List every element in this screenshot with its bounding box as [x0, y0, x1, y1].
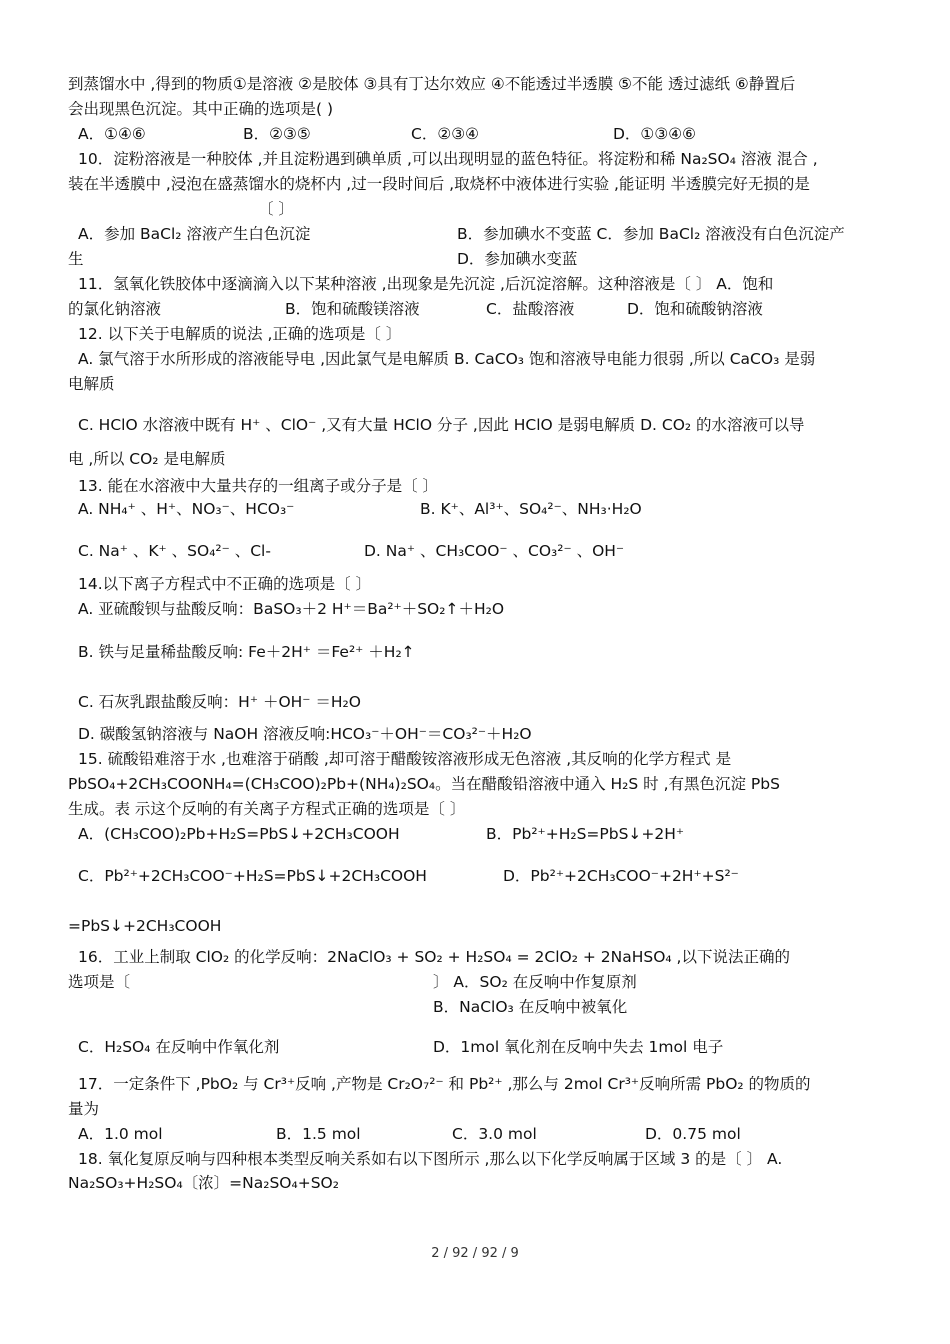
question-16: 16．工业上制取 ClO₂ 的化学反响：2NaClO₃ + SO₂ + H₂SO₄ = 2ClO₂ + 2NaHSO₄ ,以下说法正确的 — [78, 948, 790, 966]
text-line: 电 ,所以 CO₂ 是电解质 — [68, 450, 226, 468]
question-11: 11．氢氧化铁胶体中逐滴滴入以下某种溶液 ,出现象是先沉淀 ,后沉淀溶解。这种溶液是〔 〕 A．饱和 — [78, 275, 774, 293]
option-d: D．1mol 氧化剂在反响中失去 1mol 电子 — [433, 1038, 724, 1056]
option-a: A．①④⑥ — [78, 125, 146, 143]
text-line: 电解质 — [68, 375, 115, 393]
option-b: B. 铁与足量稀盐酸反响: Fe＋2H⁺ ＝Fe²⁺ ＋H₂↑ — [78, 643, 415, 661]
page-footer: 2 / 92 / 92 / 9 — [431, 1246, 519, 1261]
option-d: D．参加碘水变蓝 — [457, 250, 578, 268]
option-b: B．饱和硫酸镁溶液 — [285, 300, 420, 318]
option-d: D. Na⁺ 、CH₃COO⁻ 、CO₃²⁻ 、OH⁻ — [364, 542, 625, 560]
text-line: 到蒸馏水中 ,得到的物质①是溶液 ②是胶体 ③具有丁达尔效应 ④不能透过半透膜 ⑤不能 透过滤纸 ⑥静置后 — [68, 75, 796, 93]
option-c: C. HClO 水溶液中既有 H⁺ 、ClO⁻ ,又有大量 HClO 分子 ,因此 HClO 是弱电解质 D. CO₂ 的水溶液可以导 — [78, 416, 805, 434]
option-b: B．NaClO₃ 在反响中被氧化 — [433, 998, 628, 1016]
question-10: 10．淀粉溶液是一种胶体 ,并且淀粉遇到碘单质 ,可以出现明显的蓝色特征。将淀粉和稀 Na₂SO₄ 溶液 混合 , — [78, 150, 818, 168]
option-b: B．参加碘水不变蓝 C．参加 BaCl₂ 溶液没有白色沉淀产 — [457, 225, 845, 243]
option-d: D．饱和硫酸钠溶液 — [627, 300, 763, 318]
option-a: 的氯化钠溶液 — [68, 300, 162, 318]
text-line: Na₂SO₃+H₂SO₄〔浓〕=Na₂SO₄+SO₂ — [68, 1174, 339, 1192]
option-a: A. NH₄⁺ 、H⁺、NO₃⁻、HCO₃⁻ — [78, 500, 295, 518]
option-b: B．Pb²⁺+H₂S=PbS↓+2H⁺ — [486, 825, 685, 843]
option-a: A. 亚硫酸钡与盐酸反响：BaSO₃＋2 H⁺＝Ba²⁺＋SO₂↑＋H₂O — [78, 600, 505, 618]
text-line: 装在半透膜中 ,浸泡在盛蒸馏水的烧杯内 ,过一段时间后 ,取烧杯中液体进行实验 ,能证明 半透膜完好无损的是 — [68, 175, 810, 193]
option-a: A．(CH₃COO)₂Pb+H₂S=PbS↓+2CH₃COOH — [78, 825, 400, 843]
question-13: 13. 能在水溶液中大量共存的一组离子或分子是〔 〕 — [78, 477, 439, 495]
text-line: 选项是〔 — [68, 973, 131, 991]
option-c: C. Na⁺ 、K⁺ 、SO₄²⁻ 、Cl- — [78, 542, 271, 560]
option-d: D．①③④⑥ — [613, 125, 697, 143]
option-a: A. 氯气溶于水所形成的溶液能导电 ,因此氯气是电解质 B. CaCO₃ 饱和溶液导电能力很弱 ,所以 CaCO₃ 是弱 — [78, 350, 816, 368]
option-a: A．参加 BaCl₂ 溶液产生白色沉淀 — [78, 225, 311, 243]
answer-bracket: 〔 〕 — [258, 200, 294, 218]
option-b: B．②③⑤ — [243, 125, 311, 143]
option-c: C．盐酸溶液 — [486, 300, 575, 318]
option-b: B. K⁺、Al³⁺、SO₄²⁻、NH₃·H₂O — [420, 500, 642, 518]
option-b: B．1.5 mol — [276, 1125, 361, 1143]
option-d: D. 碳酸氢钠溶液与 NaOH 溶液反响:HCO₃⁻＋OH⁻＝CO₃²⁻＋H₂O — [78, 725, 532, 743]
option-a: 〕 A．SO₂ 在反响中作复原剂 — [433, 973, 637, 991]
text-line: 量为 — [68, 1100, 100, 1118]
question-14: 14.以下离子方程式中不正确的选项是〔 〕 — [78, 575, 372, 593]
text-line: PbSO₄+2CH₃COONH₄=(CH₃COO)₂Pb+(NH₄)₂SO₄。当在醋酸铅溶液中通入 H₂S 时 ,有黑色沉淀 PbS — [68, 775, 780, 793]
question-18: 18. 氧化复原反响与四种根本类型反响关系如右以下图所示 ,那么以下化学反响属于区域 3 的是〔 〕 A. — [78, 1150, 783, 1168]
text-line: 生成。表 示这个反响的有关离子方程式正确的选项是〔 〕 — [68, 800, 466, 818]
option-c: C. 石灰乳跟盐酸反响：H⁺ ＋OH⁻ ＝H₂O — [78, 693, 361, 711]
option-a: A．1.0 mol — [78, 1125, 163, 1143]
option-c: C．Pb²⁺+2CH₃COO⁻+H₂S=PbS↓+2CH₃COOH — [78, 867, 427, 885]
question-15: 15. 硫酸铅难溶于水 ,也难溶于硝酸 ,却可溶于醋酸铵溶液形成无色溶液 ,其反响的化学方程式 是 — [78, 750, 732, 768]
option-c: C．②③④ — [411, 125, 480, 143]
text-line: 生 — [68, 250, 84, 268]
option-c: C．H₂SO₄ 在反响中作氧化剂 — [78, 1038, 280, 1056]
question-12: 12. 以下关于电解质的说法 ,正确的选项是〔 〕 — [78, 325, 402, 343]
option-d: D．0.75 mol — [645, 1125, 741, 1143]
text-line: =PbS↓+2CH₃COOH — [68, 917, 222, 935]
option-d: D．Pb²⁺+2CH₃COO⁻+2H⁺+S²⁻ — [503, 867, 739, 885]
text-line: 会出现黑色沉淀。其中正确的选项是( ) — [68, 100, 334, 118]
question-17: 17．一定条件下 ,PbO₂ 与 Cr³⁺反响 ,产物是 Cr₂O₇²⁻ 和 Pb²⁺ ,那么与 2mol Cr³⁺反响所需 PbO₂ 的物质的 — [78, 1075, 811, 1093]
option-c: C．3.0 mol — [452, 1125, 537, 1143]
